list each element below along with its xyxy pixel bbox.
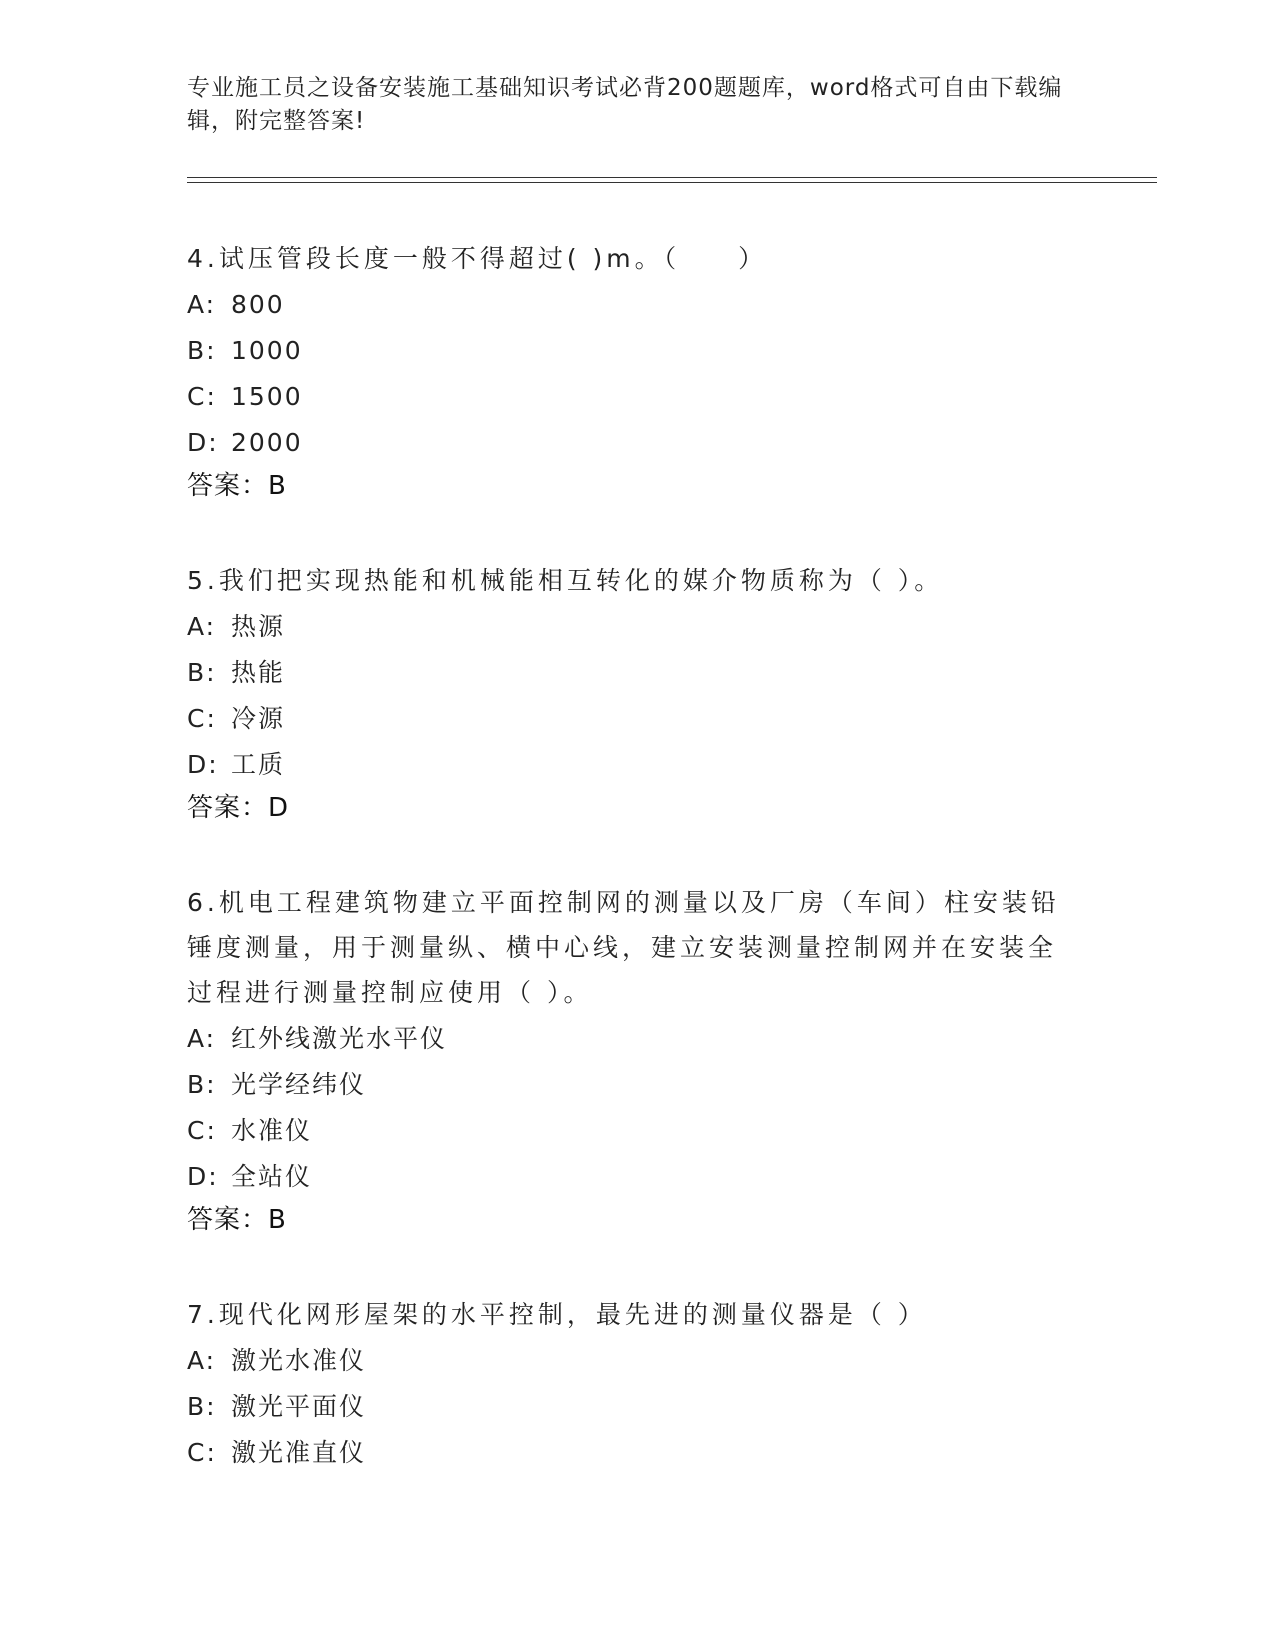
option-text: 全站仪 <box>231 1162 313 1191</box>
option-a <box>187 1338 1067 1384</box>
header-title: 专业施工员之设备安装施工基础知识考试必背200题题库，word格式可自由下载编辑，附完整答案! <box>187 75 1063 134</box>
option-text: 激光准直仪 <box>231 1438 367 1467</box>
option-text: 光学经纬仪 <box>231 1070 367 1099</box>
option-b <box>187 1384 1067 1430</box>
question-list <box>187 236 1067 1528</box>
option-letter: C: <box>187 704 217 733</box>
header-divider-top <box>187 177 1157 178</box>
option-letter: A: <box>187 1024 217 1053</box>
option-letter: D: <box>187 750 219 779</box>
option-letter: C: <box>187 1116 217 1145</box>
option-text: 热能 <box>231 658 286 687</box>
option-d <box>187 742 1067 788</box>
question-5 <box>187 558 1067 828</box>
option-letter: A: <box>187 290 217 319</box>
option-c <box>187 1108 1067 1154</box>
option-letter: B: <box>187 336 217 365</box>
question-6 <box>187 880 1067 1240</box>
option-letter: B: <box>187 1392 217 1421</box>
option-letter: C: <box>187 382 217 411</box>
option-a <box>187 1016 1067 1062</box>
option-letter: D: <box>187 428 219 457</box>
option-letter: B: <box>187 658 217 687</box>
option-d <box>187 420 1067 466</box>
option-text: 1500 <box>231 382 303 411</box>
question-7 <box>187 1292 1067 1476</box>
option-c <box>187 696 1067 742</box>
answer-text: 答案：B <box>187 471 287 501</box>
option-letter: A: <box>187 1346 217 1375</box>
option-text: 水准仪 <box>231 1116 313 1145</box>
option-a <box>187 282 1067 328</box>
option-d <box>187 1154 1067 1200</box>
option-text: 工质 <box>231 750 286 779</box>
question-stem: 6.机电工程建筑物建立平面控制网的测量以及厂房（车间）柱安装铅锤度测量，用于测量纵、横中心线，建立安装测量控制网并在安装全过程进行测量控制应使用（ ）。 <box>187 888 1060 1007</box>
option-letter: C: <box>187 1438 217 1467</box>
question-stem: 4.试压管段长度一般不得超过( )m。（ ） <box>187 244 768 273</box>
option-text: 2000 <box>231 428 303 457</box>
option-a <box>187 604 1067 650</box>
option-letter: B: <box>187 1070 217 1099</box>
option-b <box>187 650 1067 696</box>
document-header <box>187 72 1087 138</box>
option-text: 1000 <box>231 336 303 365</box>
header-divider-bottom <box>187 182 1157 183</box>
question-stem: 7.现代化网形屋架的水平控制，最先进的测量仪器是（ ） <box>187 1300 927 1329</box>
option-text: 热源 <box>231 612 286 641</box>
option-text: 激光平面仪 <box>231 1392 367 1421</box>
option-b <box>187 1062 1067 1108</box>
option-letter: A: <box>187 612 217 641</box>
option-text: 冷源 <box>231 704 286 733</box>
option-text: 800 <box>231 290 285 319</box>
option-c <box>187 1430 1067 1476</box>
option-c <box>187 374 1067 420</box>
option-text: 红外线激光水平仪 <box>231 1024 448 1053</box>
option-b <box>187 328 1067 374</box>
question-stem: 5.我们把实现热能和机械能相互转化的媒介物质称为（ ）。 <box>187 566 944 595</box>
question-4 <box>187 236 1067 506</box>
option-letter: D: <box>187 1162 219 1191</box>
option-text: 激光水准仪 <box>231 1346 367 1375</box>
answer-text: 答案：D <box>187 793 290 823</box>
answer-text: 答案：B <box>187 1205 287 1235</box>
